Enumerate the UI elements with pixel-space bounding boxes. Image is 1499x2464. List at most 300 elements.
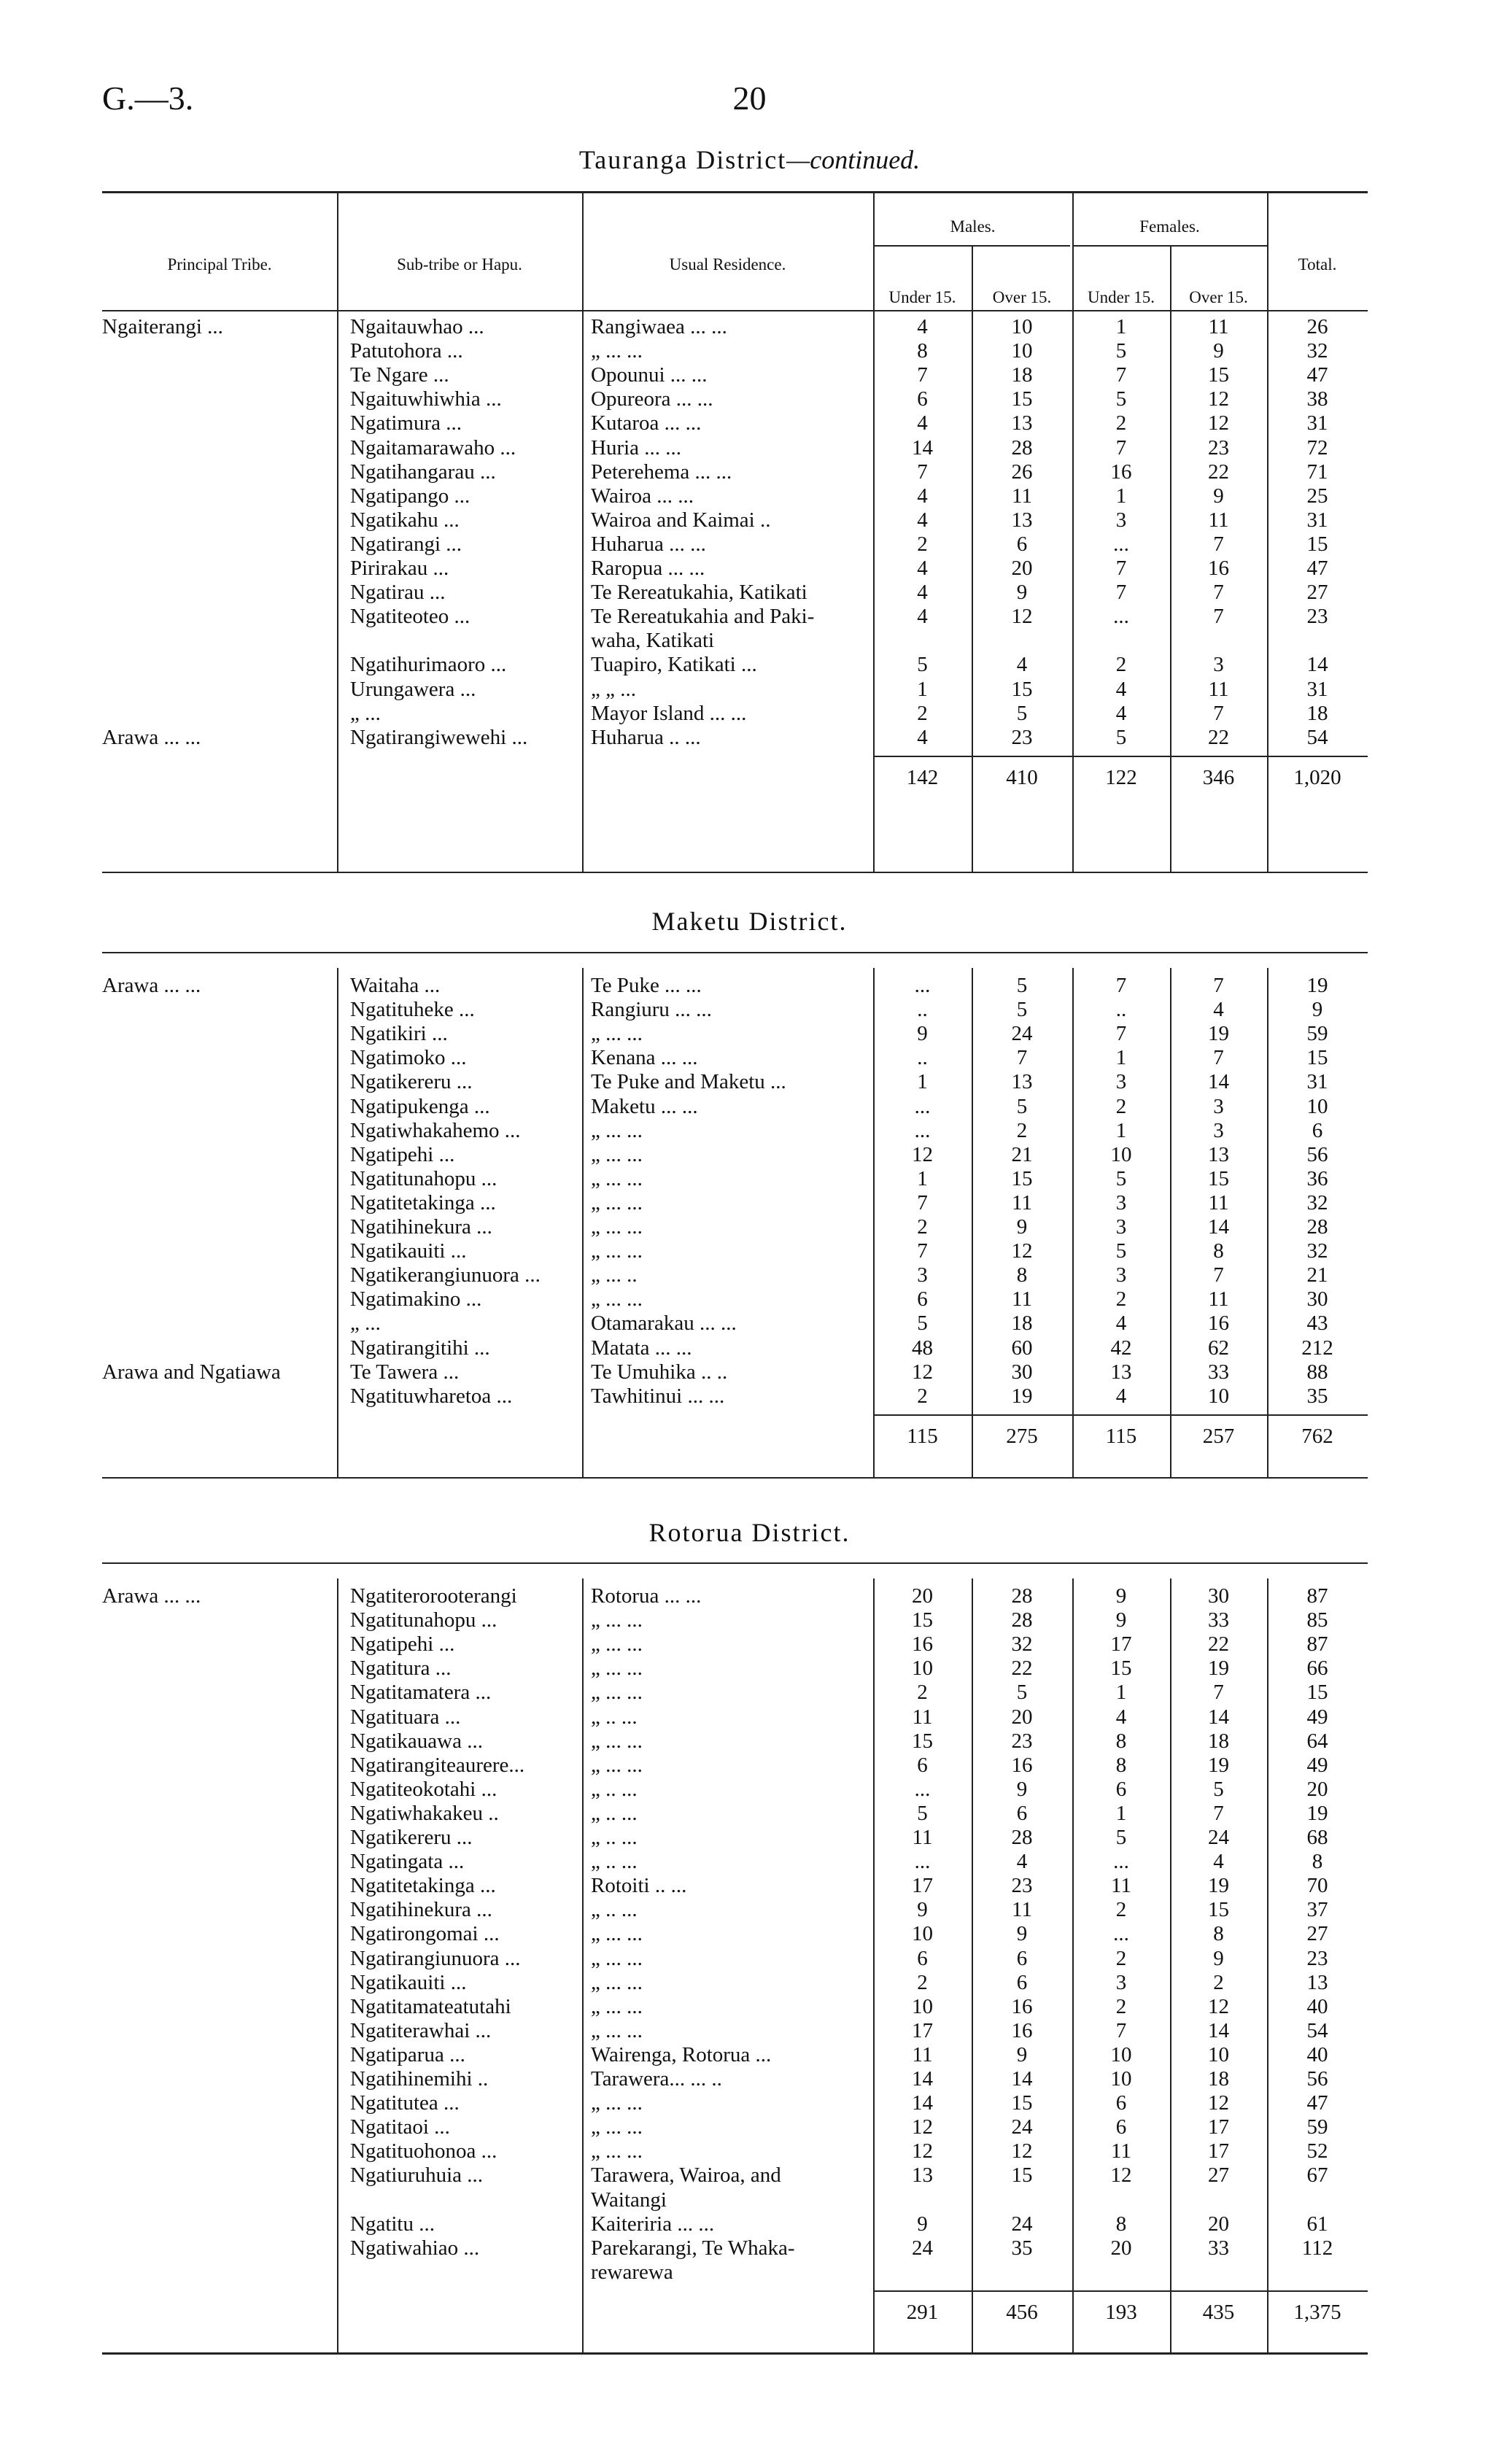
header-males: Males. [950,217,996,236]
cell-fu: 3 [1115,1215,1127,1239]
table-row [0,1022,1499,1046]
cell-t: 31 [1306,411,1328,435]
cell-sub: Ngatiterorooterangi [350,1584,517,1608]
table-row [0,532,1499,557]
cell-sub: Ngatihinemihi .. [350,2067,489,2091]
cell-sub: Te Ngare ... [350,363,449,387]
cell-fo: 24 [1208,1826,1229,1849]
cell-tribe: Arawa ... ... [102,974,201,997]
cell-fu: 7 [1115,974,1127,997]
cell-mo: 24 [1011,1022,1033,1046]
column-separator [1170,968,1171,1477]
cell-mu: .. [917,998,928,1022]
header-principal-tribe: Principal Tribe. [167,255,272,274]
district-title-text: Tauranga District [578,145,787,174]
cell-fu: 10 [1110,2067,1132,2091]
cell-sub: Ngatitutea ... [350,2091,460,2115]
table-row [0,2139,1499,2163]
cell-sub: Ngatihurimaoro ... [350,653,507,677]
cell-res: Kutaroa ... ... [591,411,702,435]
cell-fo: 9 [1213,339,1224,363]
column-separator [1170,1578,1171,2352]
column-separator [873,968,875,1477]
cell-fo: 9 [1213,484,1224,508]
cell-fo: 12 [1208,1994,1229,2018]
cell-fu: 3 [1115,1070,1127,1094]
cell-fo: 18 [1208,1729,1229,1753]
cell-fu: 17 [1110,1632,1132,1657]
cell-sub: Ngatirangiwewehi ... [350,725,528,749]
cell-sub: Ngatitaoi ... [350,2115,450,2139]
cell-sub: Ngatikereru ... [350,1826,473,1849]
cell-mu: 14 [912,435,933,460]
cell-res: Rotoiti .. ... [591,1874,687,1898]
column-separator [873,1578,875,2352]
cell-t: 27 [1306,1922,1328,1946]
table-row [0,2115,1499,2139]
column-separator [873,309,875,872]
totals-rule [873,756,1368,757]
cell-sub: Urungawera ... [350,677,476,701]
cell-sub: Patutohora ... [350,339,463,363]
cell-sub: Ngatikauawa ... [350,1729,483,1753]
table-row [0,1947,1499,1971]
table-row [0,1167,1499,1191]
cell-fu: 2 [1115,1994,1127,2018]
cell-t: 21 [1306,1263,1328,1287]
table-row [0,363,1499,387]
cell-sub: Ngatitunahopu ... [350,1608,497,1632]
cell-mo: 19 [1011,1384,1033,1408]
cell-t: 14 [1306,653,1328,677]
cell-res: „ ... ... [591,1287,643,1312]
cell-fu: 5 [1115,1239,1127,1263]
cell-t: 37 [1306,1898,1328,1922]
cell-t: 31 [1306,1070,1328,1094]
cell-fu: 2 [1115,1898,1127,1922]
cell-mu: ... [914,1777,931,1801]
cell-fu: 2 [1115,411,1127,435]
cell-sub: Ngatitamatera ... [350,1681,492,1705]
cell-mu: 2 [917,1970,928,1994]
cell-res: „ ... ... [591,1239,643,1263]
column-separator [972,968,973,1477]
table-row [0,653,1499,677]
cell-fu: 1 [1115,1681,1127,1705]
cell-mo: 10 [1011,315,1033,338]
cell-fu: 5 [1115,387,1127,411]
cell-mo: 60 [1011,1336,1033,1360]
table-row [0,1119,1499,1143]
total-mu: 291 [906,2300,939,2324]
header-females-over15: Over 15. [1189,288,1248,306]
column-separator [1072,1578,1074,2352]
cell-t: 47 [1306,2091,1328,2115]
cell-t: 61 [1306,2212,1328,2236]
cell-mu: 7 [917,460,928,484]
cell-fo: 19 [1208,1022,1229,1046]
header-subtribe: Sub-tribe or Hapu. [397,255,522,274]
cell-sub: Ngatitamateatutahi [350,1994,511,2018]
table-row [0,581,1499,605]
cell-mu: 2 [917,701,928,725]
cell-res: „ .. ... [591,1850,638,1874]
cell-fu: .. [1115,998,1127,1022]
cell-mo: 11 [1012,484,1032,508]
cell-fo: 11 [1208,1287,1229,1312]
cell-mo: 9 [1016,2042,1028,2066]
cell-res: „ ... ... [591,1142,643,1166]
cell-fu: ... [1113,1922,1129,1946]
cell-res: Wairenga, Rotorua ... [591,2042,772,2066]
cell-mo: 9 [1016,1215,1028,1239]
cell-fu: 10 [1110,1142,1132,1166]
column-separator [582,968,584,1477]
cell-res: Rotorua ... ... [591,1584,702,1608]
cell-res: „ ... ... [591,1970,643,1994]
cell-t: 49 [1306,1705,1328,1729]
cell-t: 66 [1306,1657,1328,1681]
total-t: 762 [1301,1424,1333,1448]
cell-res: Opounui ... ... [591,363,708,387]
cell-res: Rangiwaea ... ... [591,315,727,338]
cell-mu: 16 [912,1632,933,1657]
cell-mu: 2 [917,1384,928,1408]
cell-t: 87 [1306,1584,1328,1608]
cell-sub: Ngatituheke ... [350,998,475,1022]
cell-fu: 5 [1115,725,1127,749]
cell-fu: 3 [1115,508,1127,532]
cell-fo: 33 [1208,2236,1229,2260]
total-mu: 115 [907,1424,938,1448]
cell-fu: 11 [1111,1874,1131,1898]
cell-res: „ ... ... [591,1753,643,1777]
cell-mu: 7 [917,363,928,387]
cell-res: „ ... ... [591,2139,643,2163]
cell-fu: 7 [1115,1022,1127,1046]
column-separator [1072,309,1074,872]
total-fo: 346 [1202,765,1235,789]
cell-sub: Ngatimakino ... [350,1287,482,1312]
cell-t: 15 [1306,532,1328,556]
cell-t: 47 [1306,557,1328,580]
cell-sub: Ngatiteokotahi ... [350,1777,497,1801]
cell-t: 35 [1306,1384,1328,1408]
column-separator [1170,309,1171,872]
cell-mu: 6 [917,1946,928,1970]
cell-t: 20 [1306,1777,1328,1801]
cell-fo: 15 [1208,1166,1229,1190]
cell-mo: 9 [1016,1777,1028,1801]
table-row [0,1263,1499,1287]
header-usual-residence: Usual Residence. [669,255,786,274]
cell-res: „ ... ... [591,2115,643,2139]
cell-res: „ .. ... [591,1898,638,1922]
cell-t: 87 [1306,1632,1328,1657]
district-title-maketu: Maketu District. [651,907,848,936]
cell-res: Opureora ... ... [591,387,713,411]
cell-t: 88 [1306,1360,1328,1384]
cell-res: „ .. ... [591,1801,638,1825]
cell-t: 8 [1312,1850,1323,1874]
cell-mu: 9 [917,2212,928,2236]
cell-t: 40 [1306,1994,1328,2018]
cell-t: 28 [1306,1215,1328,1239]
cell-mo: 20 [1011,1705,1033,1729]
cell-res: Wairoa ... ... [591,484,694,508]
cell-fu: 4 [1115,1312,1127,1336]
cell-fo: 17 [1208,2115,1229,2139]
cell-sub: Ngatiwhakahemo ... [350,1118,521,1142]
cell-sub: Ngatirau ... [350,581,446,605]
cell-res: Tuapiro, Katikati ... [591,653,757,677]
table-row [0,1239,1499,1263]
cell-sub: Waitaha ... [350,974,441,997]
cell-fo: 20 [1208,2212,1229,2236]
cell-sub: „ ... [350,701,381,725]
cell-t: 15 [1306,1046,1328,1070]
cell-mo: 6 [1016,1946,1028,1970]
cell-sub: Ngatiuruhuia ... [350,2163,484,2188]
cell-mo: 24 [1011,2212,1033,2236]
total-fo: 435 [1202,2300,1235,2324]
cell-t: 18 [1306,701,1328,725]
cell-t: 31 [1306,508,1328,532]
cell-mo: 30 [1011,1360,1033,1384]
cell-fo: 2 [1213,1970,1224,1994]
cell-mu: 7 [917,1190,928,1214]
cell-res: „ ... ... [591,1215,643,1239]
column-separator [972,1578,973,2352]
cell-mu: 4 [917,605,928,629]
cell-mo: 12 [1011,605,1033,629]
cell-t: 47 [1306,363,1328,387]
cell-sub: Ngatitunahopu ... [350,1166,497,1190]
cell-t: 25 [1306,484,1328,508]
cell-mu: 11 [912,1705,933,1729]
cell-fu: 8 [1115,2212,1127,2236]
table-row [0,726,1499,750]
cell-res: „ .. ... [591,1705,638,1729]
cell-mu: ... [914,974,931,997]
cell-mu: 10 [912,1994,933,2018]
cell-fu: 3 [1115,1190,1127,1214]
column-separator [1072,968,1074,1477]
cell-t: 23 [1306,605,1328,629]
table-row [0,629,1499,653]
cell-res: Kenana ... ... [591,1046,698,1070]
district-title-suffix: —continued. [786,145,921,174]
cell-mu: 11 [912,1826,933,1849]
cell-mo: 24 [1011,2115,1033,2139]
header-total: Total. [1298,255,1337,274]
cell-fo: 33 [1208,1608,1229,1632]
table-row [0,1802,1499,1826]
cell-fu: 9 [1115,1608,1127,1632]
table-row [0,1336,1499,1360]
cell-fo: 5 [1213,1777,1224,1801]
cell-sub: Ngaitamarawaho ... [350,435,516,460]
cell-mo: 15 [1011,1166,1033,1190]
cell-mo: 6 [1016,1801,1028,1825]
cell-fu: 7 [1115,581,1127,605]
cell-mo: 15 [1011,677,1033,701]
cell-mu: 5 [917,1312,928,1336]
cell-fo: 11 [1208,677,1229,701]
table-row [0,1070,1499,1094]
cell-fu: 4 [1115,677,1127,701]
cell-mo: 18 [1011,1312,1033,1336]
cell-sub: Ngatikerangiunuora ... [350,1263,541,1287]
cell-sub: Te Tawera ... [350,1360,460,1384]
cell-mo: 22 [1011,1657,1033,1681]
cell-tribe: Ngaiterangi ... [102,315,223,338]
cell-t: 70 [1306,1874,1328,1898]
cell-fu: 3 [1115,1263,1127,1287]
table-row [0,1287,1499,1312]
cell-mu: 11 [912,2042,933,2066]
cell-t: 71 [1306,460,1328,484]
cell-mu: 7 [917,1239,928,1263]
cell-fo: 10 [1208,1384,1229,1408]
cell-t: 67 [1306,2163,1328,2188]
column-separator [337,968,338,1477]
cell-mu: 10 [912,1657,933,1681]
total-mu: 142 [906,765,939,789]
cell-t: 54 [1306,2018,1328,2042]
total-mo: 456 [1006,2300,1038,2324]
cell-mu: 20 [912,1584,933,1608]
cell-t: 19 [1306,974,1328,997]
cell-sub: Ngatihangarau ... [350,460,496,484]
cell-sub: Ngatitetakinga ... [350,1874,496,1898]
table-row [0,339,1499,363]
cell-t: 38 [1306,387,1328,411]
cell-res: „ ... ... [591,1190,643,1214]
cell-mo: 21 [1011,1142,1033,1166]
cell-mo: 4 [1016,653,1028,677]
table-row [0,1898,1499,1922]
cell-sub: Ngatikahu ... [350,508,460,532]
cell-mu: ... [914,1850,931,1874]
cell-t: 19 [1306,1801,1328,1825]
cell-sub: Ngatituwharetoa ... [350,1384,513,1408]
cell-res: Tawhitinui ... ... [591,1384,725,1408]
cell-mu: 1 [917,1070,928,1094]
header-females: Females. [1139,217,1200,236]
cell-fo: 3 [1213,1118,1224,1142]
cell-res: Huharua ... ... [591,532,706,556]
cell-mo: 16 [1011,1753,1033,1777]
cell-fo: 7 [1213,532,1224,556]
cell-res: „ ... .. [591,1263,638,1287]
cell-sub: Ngatiwhakakeu .. [350,1801,499,1825]
table-row [0,315,1499,339]
table-row [0,1608,1499,1632]
cell-fu: 9 [1115,1584,1127,1608]
table-row [0,1215,1499,1239]
cell-fo: 4 [1213,1850,1224,1874]
total-fu: 193 [1105,2300,1137,2324]
cell-t: 26 [1306,315,1328,338]
cell-fo: 3 [1213,653,1224,677]
cell-mu: 15 [912,1608,933,1632]
cell-res: „ .. ... [591,1777,638,1801]
cell-sub: Ngatirangitihi ... [350,1336,490,1360]
cell-mu: 8 [917,339,928,363]
column-separator [1267,1578,1268,2352]
cell-sub: Ngatipukenga ... [350,1094,490,1118]
cell-mo: 15 [1011,2091,1033,2115]
table-row [0,1143,1499,1167]
cell-sub: Ngatituohonoa ... [350,2139,497,2163]
cell-res: „ ... ... [591,1166,643,1190]
cell-mu: 6 [917,1287,928,1312]
cell-sub: Ngatimoko ... [350,1046,467,1070]
cell-res: Wairoa and Kaimai .. [591,508,771,532]
cell-t: 32 [1306,1239,1328,1263]
cell-mo: 9 [1016,581,1028,605]
cell-t: 36 [1306,1166,1328,1190]
table-row [0,2019,1499,2043]
table-row [0,2067,1499,2091]
table-row [0,387,1499,411]
table-row [0,998,1499,1022]
cell-mo: 32 [1011,1632,1033,1657]
table-row [0,1095,1499,1119]
cell-sub: Ngatikauiti ... [350,1239,467,1263]
cell-fo: 19 [1208,1753,1229,1777]
cell-fo: 17 [1208,2139,1229,2163]
table-row [0,1874,1499,1898]
cell-sub: Ngatipango ... [350,484,470,508]
cell-mu: 1 [917,677,928,701]
table-row [0,1584,1499,1608]
cell-fu: 6 [1115,1777,1127,1801]
table-row [0,1384,1499,1409]
district-title-tauranga [0,144,1499,175]
table-row [0,436,1499,460]
table-row [0,1729,1499,1754]
table-row [0,1657,1499,1681]
cell-res: „ ... ... [591,1681,643,1705]
table-row [0,411,1499,435]
cell-fu: 2 [1115,1094,1127,1118]
cell-mo: 5 [1016,1094,1028,1118]
cell-sub: Ngatirangiunuora ... [350,1946,521,1970]
table-row [0,1046,1499,1070]
cell-sub: Ngatiterawhai ... [350,2018,492,2042]
cell-t: 64 [1306,1729,1328,1753]
cell-mu: 12 [912,1360,933,1384]
cell-mu: 9 [917,1898,928,1922]
cell-fu: 1 [1115,484,1127,508]
cell-fu: 11 [1111,2139,1131,2163]
column-separator [582,309,584,872]
cell-t: 59 [1306,1022,1328,1046]
cell-mu: 24 [912,2236,933,2260]
table-row [0,1705,1499,1729]
cell-mu: 12 [912,1142,933,1166]
cell-res: „ ... ... [591,1632,643,1657]
cell-mu: ... [914,1094,931,1118]
cell-res: rewarewa [591,2260,673,2284]
cell-fo: 7 [1213,1681,1224,1705]
total-fu: 122 [1105,765,1137,789]
cell-fo: 14 [1208,1215,1229,1239]
cell-fo: 27 [1208,2163,1229,2188]
page-number: 20 [732,80,767,117]
